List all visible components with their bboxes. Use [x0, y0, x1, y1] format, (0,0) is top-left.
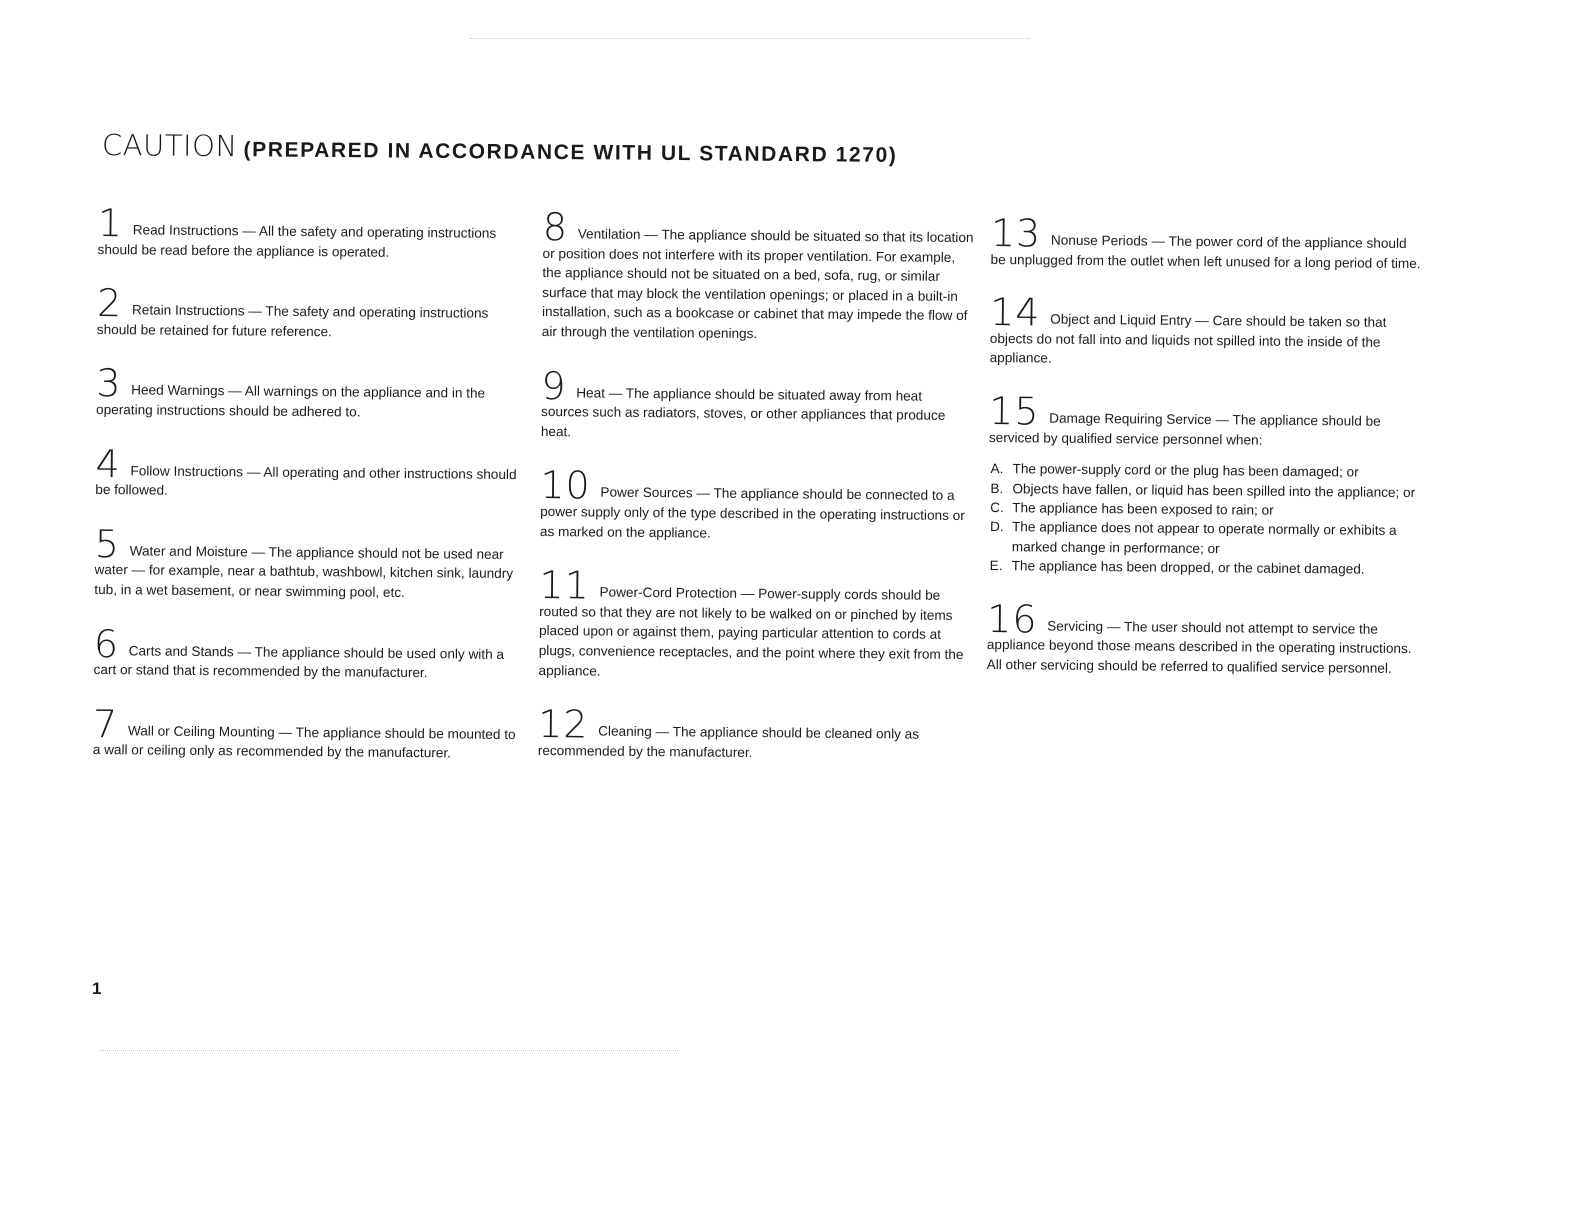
- condition-letter: E.: [989, 558, 1003, 574]
- item-number: 12: [537, 702, 589, 747]
- page-title: [102, 128, 898, 169]
- item-text: Read Instructions — All the safety and operating instructions should be read before the appliance is operated.: [97, 222, 497, 260]
- instruction-item: [97, 201, 526, 263]
- condition-item: [988, 517, 1420, 560]
- instruction-item: [539, 463, 973, 545]
- item-text: Power-Cord Protection — Power-supply cords should be routed so that they are not likely to be walked on or pinched by items placed upon or against them, paying particular attention to cords at plugs, convenience receptacles, and the point where they exit from the appliance.: [538, 584, 964, 679]
- instruction-item: [95, 441, 523, 504]
- instruction-item: [537, 702, 970, 764]
- column-1: [92, 201, 526, 793]
- caution-subtitle: (PREPARED IN ACCORDANCE WITH UL STANDARD 1270): [243, 138, 898, 167]
- condition-letter: D.: [989, 519, 1004, 535]
- condition-item: [988, 556, 1420, 580]
- item-number: 16: [986, 596, 1038, 642]
- page-number: 1: [92, 979, 102, 998]
- instruction-item: [538, 563, 972, 684]
- condition-letter: C.: [990, 499, 1004, 516]
- item-text: Heat — The appliance should be situated away from heat sources such as radiators, stoves, or other appliances that produce heat.: [540, 384, 946, 440]
- item-text: Ventilation — The appliance should be situated so that its location or position does not interfere with its proper ventilation. For example, the appliance should not be situated on a bed, sofa, rug, or similar surface that may block the ventilation openings; or placed in a built-in installation, such as a bookcase or cabinet that may impede the flow of air through the ventilation openings.: [541, 226, 974, 342]
- instruction-item: [990, 211, 1423, 273]
- item-number: 4: [95, 441, 121, 486]
- caution-heading: CAUTION: [101, 128, 238, 164]
- instruction-item: [540, 363, 974, 446]
- instruction-item: [988, 388, 1421, 451]
- item-number: 15: [988, 388, 1040, 434]
- item-text: Follow Instructions — All operating and other instructions should be followed.: [95, 462, 517, 498]
- item-number: 14: [989, 290, 1041, 335]
- instruction-item: [986, 596, 1420, 679]
- column-2: [537, 205, 975, 793]
- condition-letter: A.: [990, 461, 1004, 477]
- item-text: Retain Instructions — The safety and operating instructions should be retained for future reference.: [96, 302, 489, 340]
- item-text: Water and Moisture — The appliance should not be used near water — for example, near a bathtub, washbowl, kitchen sink, laundry tub, in a wet basement, or near swimming pool, etc.: [94, 543, 514, 600]
- item-number: 2: [96, 281, 123, 326]
- item-number: 1: [97, 201, 124, 246]
- item-text: Servicing — The user should not attempt to service the appliance beyond those means described in the operating instructions. All other servicing should be referred to qualified service personnel.: [986, 618, 1412, 676]
- item-number: 10: [540, 463, 591, 508]
- instruction-item: [92, 701, 521, 764]
- item-number: 7: [92, 701, 119, 746]
- item-text: Heed Warnings — All warnings on the appliance and in the operating instructions should be adhered to.: [95, 382, 486, 420]
- item-text: Object and Liquid Entry — Care should be taken so that objects do not fall into and liquids not spilled into the inside of the appliance.: [989, 311, 1387, 366]
- item-number: 8: [542, 205, 569, 250]
- item-text: Cleaning — The appliance should be cleaned only as recommended by the manufacturer.: [537, 723, 920, 760]
- item-number: 13: [990, 211, 1042, 256]
- instruction-item: [541, 205, 975, 346]
- item-text: Damage Requiring Service — The appliance should be serviced by qualified service personnel when:: [988, 410, 1381, 448]
- item-number: 3: [96, 361, 122, 406]
- item-text: Nonuse Periods — The power cord of the appliance should be unplugged from the outlet when left unused for a long period of time.: [990, 232, 1421, 271]
- item-text: Wall or Ceiling Mounting — The appliance should be mounted to a wall or ceiling only as recommended by the manufacturer.: [92, 723, 516, 761]
- item-text: Power Sources — The appliance should be connected to a power supply only of the type described in the operating instructions or as marked on the appliance.: [539, 484, 965, 541]
- condition-text: The appliance has been exposed to rain; or: [1012, 500, 1274, 518]
- column-3: [986, 211, 1423, 706]
- condition-text: The appliance does not appear to operate normally or exhibits a marked change in performance; or: [1011, 519, 1397, 556]
- condition-text: The appliance has been dropped, or the cabinet damaged.: [1011, 558, 1365, 577]
- item-number: 6: [93, 621, 120, 666]
- item-number: 5: [94, 521, 121, 566]
- instruction-item: [96, 281, 525, 343]
- condition-letter: B.: [990, 480, 1004, 496]
- instruction-item: [93, 621, 521, 684]
- item-number: 11: [539, 563, 590, 608]
- instruction-item: [95, 361, 524, 423]
- condition-text: The power-supply cord or the plug has been damaged; or: [1012, 461, 1359, 480]
- instruction-item: [989, 290, 1423, 372]
- service-conditions-list: [988, 459, 1421, 580]
- item-text: Carts and Stands — The appliance should be used only with a cart or stand that is recommended by the manufacturer.: [93, 642, 505, 681]
- instruction-item: [94, 521, 523, 604]
- condition-text: Objects have fallen, or liquid has been spilled into the appliance; or: [1012, 480, 1416, 500]
- item-number: 9: [541, 363, 567, 408]
